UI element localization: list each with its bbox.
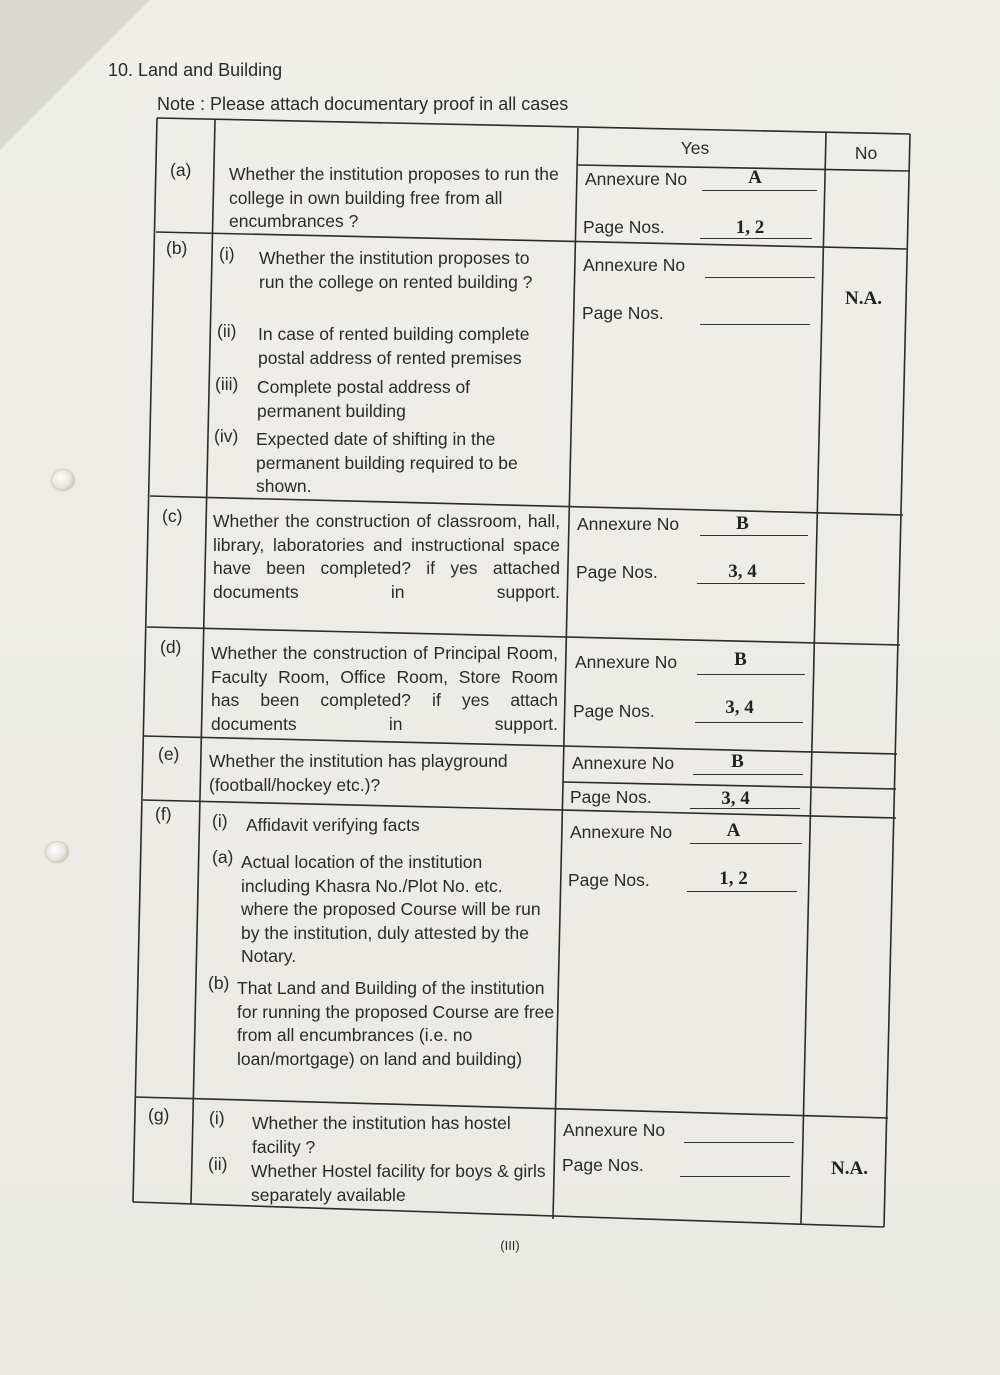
row-b-no-value: N.A.: [845, 288, 882, 309]
row-b-item-ii-num: (ii): [217, 321, 237, 341]
row-e-annexure-value: B: [731, 751, 744, 772]
row-f-letter: (f): [155, 804, 172, 824]
row-c-annexure-value: B: [736, 513, 749, 534]
row-b-annexure-label: Annexure No: [583, 255, 686, 275]
row-d-pages-value: 3, 4: [725, 697, 754, 718]
row-e-pages-label: Page Nos.: [570, 787, 652, 807]
row-a-pages-line: [700, 238, 812, 239]
row-b-pages-line: [700, 324, 810, 325]
row-e-letter: (e): [158, 744, 180, 764]
row-e-question: Whether the institution has playground (football/hockey etc.)?: [209, 751, 508, 795]
row-f-pages-line: [687, 891, 797, 892]
row-c-pages-label: Page Nos.: [576, 562, 658, 582]
page-number: (III): [500, 1238, 520, 1253]
row-c-annexure-label: Annexure No: [577, 514, 680, 534]
row-f-pages-value: 1, 2: [719, 868, 748, 889]
row-d-annexure-line: [697, 674, 805, 675]
row-g-annexure-label: Annexure No: [563, 1120, 666, 1140]
row-f-annexure-label: Annexure No: [570, 822, 673, 842]
row-g-item-ii-text: Whether Hostel facility for boys & girls separately available: [251, 1161, 546, 1205]
row-a-annexure-line: [702, 190, 817, 191]
row-a-annexure-value: A: [748, 167, 762, 188]
row-b-item-iii-text: Complete postal address of permanent building: [257, 377, 471, 421]
row-g-item-i-num: (i): [209, 1108, 225, 1128]
row-d-letter: (d): [160, 637, 182, 657]
row-a-letter: (a): [170, 160, 192, 180]
row-c-pages-line: [697, 583, 805, 584]
row-b-item-iii-num: (iii): [215, 374, 239, 394]
row-d-pages-line: [695, 722, 803, 723]
row-f-item-b-text: That Land and Building of the institution for running the proposed Course are free from all encumbrances (i.e. no loan/mortgage) on land and building): [237, 978, 555, 1069]
row-b-annexure-line: [705, 277, 815, 278]
row-f-annexure-line: [690, 843, 802, 844]
row-g-no-value: N.A.: [831, 1158, 868, 1179]
row-b-pages-label: Page Nos.: [582, 303, 664, 323]
row-a-pages-value: 1, 2: [735, 217, 765, 238]
row-c-question: Whether the construction of classroom, hall, library, laboratories and instructional space have been completed? if yes attached documents in support.: [213, 511, 560, 602]
row-d-annexure-value: B: [734, 649, 747, 670]
row-f-item-b-num: (b): [208, 973, 230, 993]
row-b-item-i-text: Whether the institution proposes to run the college on rented building ?: [259, 248, 533, 292]
row-b-item-ii-text: In case of rented building complete postal address of rented premises: [258, 324, 530, 368]
row-a-question: Whether the institution proposes to run the college in own building free from all encumbrances ?: [229, 164, 559, 231]
row-g-pages-line: [680, 1176, 790, 1177]
row-f-item-i-num: (i): [212, 811, 228, 831]
row-g-item-i-text: Whether the institution has hostel facility ?: [252, 1113, 511, 1157]
row-d-annexure-label: Annexure No: [575, 652, 678, 672]
row-e-annexure-line: [693, 774, 803, 775]
column-header-no: No: [854, 143, 878, 163]
row-b-item-iv-text: Expected date of shifting in the permanent building required to be shown.: [256, 429, 518, 496]
row-b-letter: (b): [166, 238, 188, 258]
row-g-pages-label: Page Nos.: [562, 1155, 644, 1175]
row-f-pages-label: Page Nos.: [568, 870, 650, 890]
row-g-annexure-line: [684, 1142, 794, 1143]
row-f-annexure-value: A: [726, 820, 741, 841]
row-b-item-iv-num: (iv): [214, 426, 239, 446]
row-g-letter: (g): [148, 1105, 170, 1125]
row-b-item-i-num: (i): [219, 244, 235, 264]
column-header-yes: Yes: [680, 138, 710, 158]
row-a-pages-label: Page Nos.: [583, 217, 665, 237]
row-f-item-i-text: Affidavit verifying facts: [246, 815, 420, 835]
row-f-item-a-num: (a): [212, 847, 234, 867]
row-g-item-ii-num: (ii): [208, 1154, 228, 1174]
row-d-question: Whether the construction of Principal Room, Faculty Room, Office Room, Store Room has been completed? if yes attach documents in support.: [211, 643, 558, 734]
row-c-pages-value: 3, 4: [728, 561, 757, 582]
row-d-pages-label: Page Nos.: [573, 701, 655, 721]
row-e-annexure-label: Annexure No: [572, 753, 675, 773]
note-text: Note : Please attach documentary proof in all cases: [157, 94, 569, 114]
row-e-pages-value: 3, 4: [721, 788, 750, 809]
row-c-letter: (c): [162, 506, 183, 526]
row-e-pages-line: [690, 808, 800, 809]
row-f-item-a-text: Actual location of the institution including Khasra No./Plot No. etc. where the proposed Course will be run by the institution, duly attested by the Notary.: [241, 852, 541, 966]
row-a-annexure-label: Annexure No: [585, 169, 688, 189]
section-title: 10. Land and Building: [108, 60, 283, 80]
row-c-annexure-line: [700, 535, 808, 536]
